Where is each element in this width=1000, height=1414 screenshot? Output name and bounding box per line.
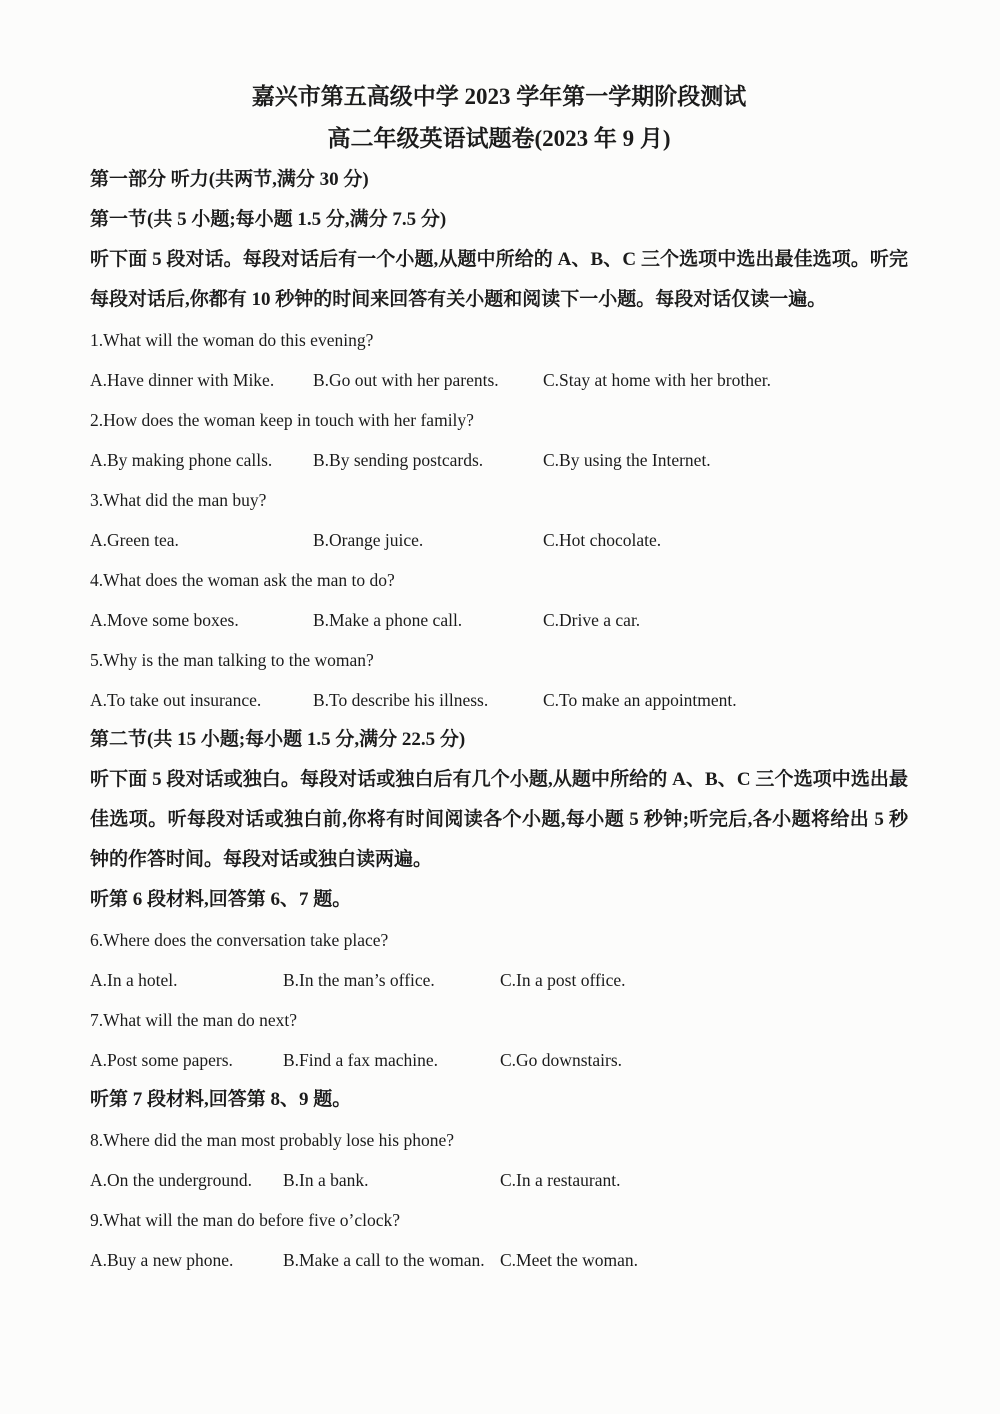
question-3-option-a: A.Green tea. [90, 530, 179, 550]
question-6-text: 6.Where does the conversation take place? [90, 930, 389, 950]
question-1-option-a: A.Have dinner with Mike. [90, 370, 275, 390]
material-7-heading: 听第 7 段材料,回答第 8、9 题。 [90, 1089, 352, 1110]
question-8-text: 8.Where did the man most probably lose his phone? [90, 1130, 455, 1150]
question-2-option-c: C.By using the Internet. [543, 450, 711, 470]
question-9-option-b: B.Make a call to the woman. [283, 1250, 485, 1270]
question-4-options [90, 600, 908, 640]
question-2-option-b: B.By sending postcards. [313, 450, 484, 470]
question-1-option-c: C.Stay at home with her brother. [543, 370, 771, 390]
question-6-option-a: A.In a hotel. [90, 970, 178, 990]
question-7-option-a: A.Post some papers. [90, 1050, 233, 1070]
question-9-text: 9.What will the man do before five o’clock? [90, 1210, 401, 1230]
question-3-options [90, 520, 908, 560]
question-5-option-a: A.To take out insurance. [90, 690, 262, 710]
part1-heading: 第一部分 听力(共两节,满分 30 分) [90, 169, 369, 190]
question-8-option-a: A.On the underground. [90, 1170, 253, 1190]
question-5-text: 5.Why is the man talking to the woman? [90, 650, 374, 670]
question-5 [90, 640, 908, 720]
question-1-options [90, 360, 908, 400]
question-9 [90, 1200, 908, 1280]
question-4-option-c: C.Drive a car. [543, 610, 641, 630]
question-3 [90, 480, 908, 560]
question-8 [90, 1120, 908, 1200]
question-4 [90, 560, 908, 640]
exam-title-line2: 高二年级英语试题卷(2023 年 9 月) [327, 126, 671, 151]
question-5-option-c: C.To make an appointment. [543, 690, 737, 710]
question-7 [90, 1000, 908, 1080]
question-2-options [90, 440, 908, 480]
question-6-option-b: B.In the man’s office. [283, 970, 435, 990]
question-7-option-b: B.Find a fax machine. [283, 1050, 439, 1070]
question-5-option-b: B.To describe his illness. [313, 690, 489, 710]
question-7-option-c: C.Go downstairs. [500, 1050, 623, 1070]
question-4-option-a: A.Move some boxes. [90, 610, 239, 630]
section1-heading: 第一节(共 5 小题;每小题 1.5 分,满分 7.5 分) [90, 209, 447, 230]
question-3-text: 3.What did the man buy? [90, 490, 267, 510]
question-2-option-a: A.By making phone calls. [90, 450, 273, 470]
question-4-option-b: B.Make a phone call. [313, 610, 463, 630]
question-7-options [90, 1040, 908, 1080]
question-8-options [90, 1160, 908, 1200]
section2-heading: 第二节(共 15 小题;每小题 1.5 分,满分 22.5 分) [90, 729, 466, 750]
question-6 [90, 920, 908, 1000]
question-9-option-c: C.Meet the woman. [500, 1250, 639, 1270]
section2-instructions: 听下面 5 段对话或独白。每段对话或独白后有几个小题,从题中所给的 A、B、C 三个选项中选出最佳选项。听每段对话或独白前,你将有时间阅读各个小题,每小题 5 秒钟;听完后,各小题将给出 5 秒钟的作答时间。每段对话或独白读两遍。 [90, 769, 908, 870]
question-7-text: 7.What will the man do next? [90, 1010, 298, 1030]
section1-instructions: 听下面 5 段对话。每段对话后有一个小题,从题中所给的 A、B、C 三个选项中选出最佳选项。听完每段对话后,你都有 10 秒钟的时间来回答有关小题和阅读下一小题。每段对话仅读一遍。 [90, 249, 908, 310]
question-5-options [90, 680, 908, 720]
question-9-option-a: A.Buy a new phone. [90, 1250, 234, 1270]
material-6-heading: 听第 6 段材料,回答第 6、7 题。 [90, 889, 352, 910]
question-3-option-c: C.Hot chocolate. [543, 530, 662, 550]
question-6-options [90, 960, 908, 1000]
question-3-option-b: B.Orange juice. [313, 530, 424, 550]
question-6-option-c: C.In a post office. [500, 970, 626, 990]
question-9-options [90, 1240, 908, 1280]
question-4-text: 4.What does the woman ask the man to do? [90, 570, 395, 590]
question-2-text: 2.How does the woman keep in touch with her family? [90, 410, 474, 430]
question-1 [90, 320, 908, 400]
exam-title-line1: 嘉兴市第五高级中学 2023 学年第一学期阶段测试 [251, 84, 747, 109]
question-2 [90, 400, 908, 480]
question-1-text: 1.What will the woman do this evening? [90, 330, 374, 350]
question-1-option-b: B.Go out with her parents. [313, 370, 499, 390]
question-8-option-c: C.In a restaurant. [500, 1170, 621, 1190]
question-8-option-b: B.In a bank. [283, 1170, 369, 1190]
